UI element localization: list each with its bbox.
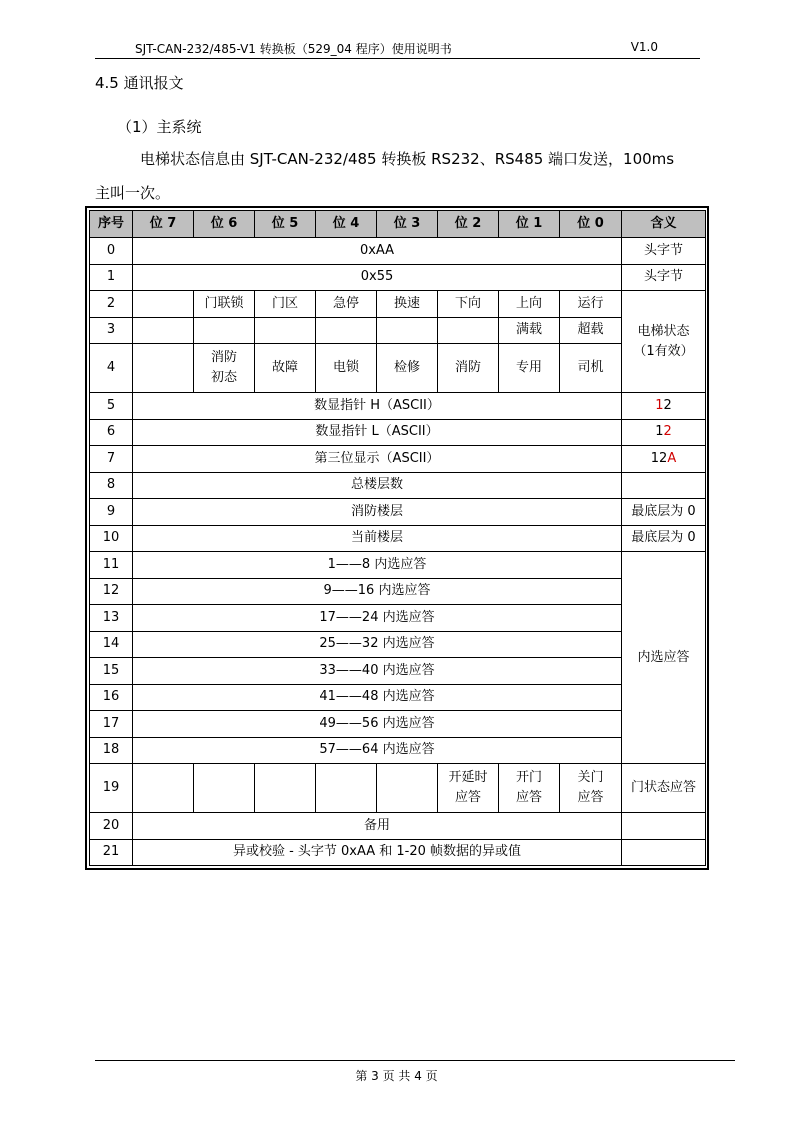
bit-cell bbox=[133, 317, 194, 344]
row-content: 数显指针 L（ASCII） bbox=[133, 419, 622, 446]
table-header-row bbox=[90, 211, 706, 238]
bit-cell: 上向 bbox=[499, 291, 560, 318]
row-meaning bbox=[622, 393, 706, 420]
row-content: 33——40 内选应答 bbox=[133, 658, 622, 685]
table-row bbox=[90, 393, 706, 420]
meaning-part: 12 bbox=[650, 450, 668, 466]
bit-cell bbox=[377, 317, 438, 344]
row-content: 1——8 内选应答 bbox=[133, 552, 622, 579]
row-number: 21 bbox=[90, 839, 133, 866]
table-row bbox=[90, 238, 706, 265]
row-content: 0x55 bbox=[133, 264, 622, 291]
row-content: 消防楼层 bbox=[133, 499, 622, 526]
row-content: 数显指针 H（ASCII） bbox=[133, 393, 622, 420]
bit-cell bbox=[194, 764, 255, 813]
table-row bbox=[90, 291, 706, 318]
row-content: 第三位显示（ASCII） bbox=[133, 446, 622, 473]
bit-cell bbox=[194, 344, 255, 393]
table-row bbox=[90, 658, 706, 685]
meaning-part-red: A bbox=[667, 450, 677, 466]
bit-cell bbox=[316, 764, 377, 813]
bit-cell: 急停 bbox=[316, 291, 377, 318]
header-cell: 位 3 bbox=[377, 211, 438, 238]
header-title: SJT-CAN-232/485-V1 转换板（529_04 程序）使用说明书 bbox=[135, 42, 452, 56]
table-row bbox=[90, 631, 706, 658]
table-row bbox=[90, 578, 706, 605]
row-number: 16 bbox=[90, 684, 133, 711]
inner-select-meaning: 内选应答 bbox=[622, 552, 706, 764]
page-header bbox=[95, 38, 700, 59]
meaning-part-red: 2 bbox=[663, 424, 672, 440]
row-meaning bbox=[622, 419, 706, 446]
bit-cell: 满载 bbox=[499, 317, 560, 344]
bit-cell-line1: 开延时 bbox=[448, 770, 488, 785]
row-meaning bbox=[622, 446, 706, 473]
row-number: 4 bbox=[90, 344, 133, 393]
header-cell: 位 4 bbox=[316, 211, 377, 238]
row-number: 6 bbox=[90, 419, 133, 446]
row-meaning: 最底层为 0 bbox=[622, 499, 706, 526]
row-number: 13 bbox=[90, 605, 133, 632]
table-row bbox=[90, 344, 706, 393]
protocol-table-frame bbox=[85, 206, 709, 870]
table-row bbox=[90, 552, 706, 579]
row-number: 20 bbox=[90, 813, 133, 840]
status-meaning-line2: （1有效） bbox=[633, 343, 694, 359]
row-meaning bbox=[622, 472, 706, 499]
table-row bbox=[90, 711, 706, 738]
bit-cell: 超载 bbox=[560, 317, 622, 344]
header-cell: 位 0 bbox=[560, 211, 622, 238]
bit-cell-line1: 关门 bbox=[577, 770, 604, 785]
bit-cell bbox=[316, 317, 377, 344]
row-number: 19 bbox=[90, 764, 133, 813]
bit-cell: 故障 bbox=[255, 344, 316, 393]
status-meaning-line1: 电梯状态 bbox=[637, 323, 690, 339]
bit-cell: 门联锁 bbox=[194, 291, 255, 318]
row-number: 9 bbox=[90, 499, 133, 526]
bit-cell: 换速 bbox=[377, 291, 438, 318]
bit-cell-line1: 消防 bbox=[210, 350, 237, 365]
row-number: 2 bbox=[90, 291, 133, 318]
header-cell: 位 7 bbox=[133, 211, 194, 238]
bit-cell: 专用 bbox=[499, 344, 560, 393]
bit-cell bbox=[255, 764, 316, 813]
header-cell: 位 2 bbox=[438, 211, 499, 238]
header-cell: 含义 bbox=[622, 211, 706, 238]
table-row bbox=[90, 525, 706, 552]
row-content: 0xAA bbox=[133, 238, 622, 265]
bit-cell bbox=[194, 317, 255, 344]
bit-cell: 下向 bbox=[438, 291, 499, 318]
paragraph-line-1: 电梯状态信息由 SJT-CAN-232/485 转换板 RS232、RS485 端口发送，100ms bbox=[140, 150, 675, 168]
bit-cell bbox=[133, 291, 194, 318]
table-row bbox=[90, 472, 706, 499]
bit-cell: 门区 bbox=[255, 291, 316, 318]
table-row bbox=[90, 684, 706, 711]
row-number: 14 bbox=[90, 631, 133, 658]
header-cell: 位 1 bbox=[499, 211, 560, 238]
row-number: 8 bbox=[90, 472, 133, 499]
bit-cell-line2: 应答 bbox=[515, 790, 542, 805]
row-meaning: 门状态应答 bbox=[622, 764, 706, 813]
bit-cell bbox=[560, 764, 622, 813]
meaning-part-red: 1 bbox=[655, 397, 664, 413]
table-row bbox=[90, 317, 706, 344]
table-row bbox=[90, 419, 706, 446]
table-row bbox=[90, 813, 706, 840]
bit-cell bbox=[377, 764, 438, 813]
row-number: 5 bbox=[90, 393, 133, 420]
row-meaning bbox=[622, 839, 706, 866]
row-content: 57——64 内选应答 bbox=[133, 737, 622, 764]
table-row bbox=[90, 605, 706, 632]
bit-cell bbox=[499, 764, 560, 813]
page-footer: 第 3 页 共 4 页 bbox=[355, 1069, 438, 1083]
row-number: 11 bbox=[90, 552, 133, 579]
bit-cell: 检修 bbox=[377, 344, 438, 393]
paragraph-line-2: 主叫一次。 bbox=[95, 184, 171, 202]
row-number: 10 bbox=[90, 525, 133, 552]
row-content: 41——48 内选应答 bbox=[133, 684, 622, 711]
row-number: 15 bbox=[90, 658, 133, 685]
table-row bbox=[90, 499, 706, 526]
row-meaning bbox=[622, 813, 706, 840]
bit-cell bbox=[133, 344, 194, 393]
bit-cell bbox=[255, 317, 316, 344]
subsection-title: （1）主系统 bbox=[117, 118, 202, 136]
bit-cell bbox=[438, 764, 499, 813]
header-version: V1.0 bbox=[630, 40, 658, 54]
footer-divider bbox=[95, 1060, 735, 1061]
row-content: 异或校验 - 头字节 0xAA 和 1-20 帧数据的异或值 bbox=[133, 839, 622, 866]
bit-cell-line2: 应答 bbox=[577, 790, 604, 805]
row-meaning: 最底层为 0 bbox=[622, 525, 706, 552]
header-cell: 位 5 bbox=[255, 211, 316, 238]
table-row bbox=[90, 737, 706, 764]
header-cell: 位 6 bbox=[194, 211, 255, 238]
table-row bbox=[90, 764, 706, 813]
row-number: 7 bbox=[90, 446, 133, 473]
status-meaning bbox=[622, 291, 706, 393]
row-meaning: 头字节 bbox=[622, 264, 706, 291]
bit-cell-line1: 开门 bbox=[515, 770, 542, 785]
bit-cell bbox=[438, 317, 499, 344]
header-cell: 序号 bbox=[90, 211, 133, 238]
meaning-part: 2 bbox=[663, 397, 672, 413]
bit-cell-line2: 应答 bbox=[454, 790, 481, 805]
row-content: 9——16 内选应答 bbox=[133, 578, 622, 605]
bit-cell: 电锁 bbox=[316, 344, 377, 393]
row-content: 25——32 内选应答 bbox=[133, 631, 622, 658]
table-row bbox=[90, 264, 706, 291]
row-number: 3 bbox=[90, 317, 133, 344]
bit-cell-line2: 初态 bbox=[210, 370, 237, 385]
row-number: 18 bbox=[90, 737, 133, 764]
bit-cell bbox=[133, 764, 194, 813]
row-number: 0 bbox=[90, 238, 133, 265]
row-number: 1 bbox=[90, 264, 133, 291]
table-row bbox=[90, 446, 706, 473]
row-content: 当前楼层 bbox=[133, 525, 622, 552]
bit-cell: 司机 bbox=[560, 344, 622, 393]
section-title: 4.5 通讯报文 bbox=[95, 74, 184, 92]
row-content: 17——24 内选应答 bbox=[133, 605, 622, 632]
row-meaning: 头字节 bbox=[622, 238, 706, 265]
row-content: 49——56 内选应答 bbox=[133, 711, 622, 738]
row-number: 12 bbox=[90, 578, 133, 605]
table-row bbox=[90, 839, 706, 866]
bit-cell: 运行 bbox=[560, 291, 622, 318]
row-content: 总楼层数 bbox=[133, 472, 622, 499]
meaning-part: 1 bbox=[655, 424, 664, 440]
row-content: 备用 bbox=[133, 813, 622, 840]
bit-cell: 消防 bbox=[438, 344, 499, 393]
protocol-table bbox=[89, 210, 706, 866]
row-number: 17 bbox=[90, 711, 133, 738]
